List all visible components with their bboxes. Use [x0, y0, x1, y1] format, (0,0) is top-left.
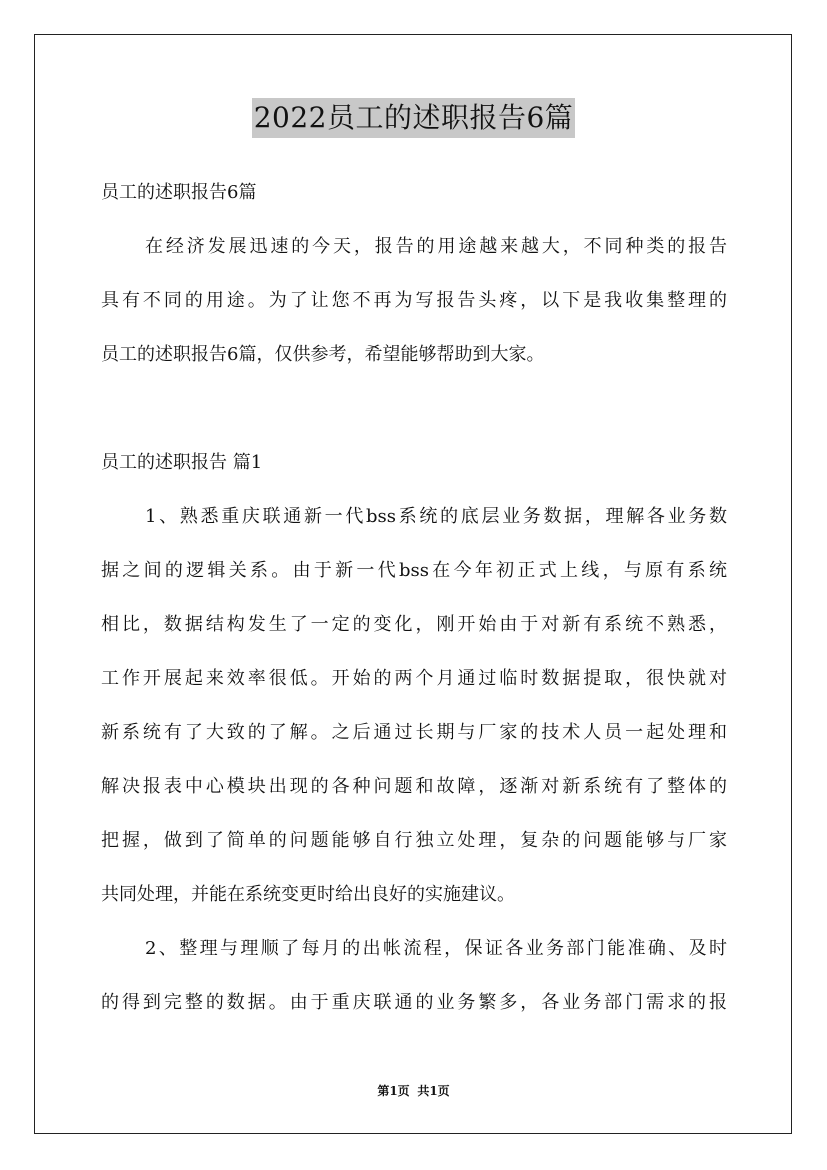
- intro-line-2: 具有不同的用途。为了让您不再为写报告头疼，以下是我收集整理的: [101, 290, 727, 311]
- para2-line-2: 的得到完整的数据。由于重庆联通的业务繁多，各业务部门需求的报: [101, 992, 727, 1013]
- page-footer: [0, 1083, 827, 1099]
- intro-line-1: 在经济发展迅速的今天，报告的用途越来越大，不同种类的报告: [145, 236, 727, 257]
- para1-line-3: 相比，数据结构发生了一定的变化，刚开始由于对新有系统不熟悉，: [101, 614, 727, 635]
- para1-line-8: 共同处理，并能在系统变更时给出良好的实施建议。: [101, 884, 515, 905]
- blank-line: [101, 389, 727, 443]
- document-subtitle: 员工的述职报告6篇: [101, 182, 257, 203]
- document-body: [101, 173, 727, 1037]
- page-number: 第1页: [377, 1084, 410, 1098]
- para1-line-5: 新系统有了大致的了解。之后通过长期与厂家的技术人员一起处理和: [101, 722, 727, 743]
- section-heading: 员工的述职报告 篇1: [101, 452, 263, 473]
- title-area: [0, 98, 827, 138]
- para1-line-6: 解决报表中心模块出现的各种问题和故障，逐渐对新系统有了整体的: [101, 776, 727, 797]
- para1-line-2: 据之间的逻辑关系。由于新一代bss在今年初正式上线，与原有系统: [101, 560, 727, 581]
- document-title: 2022员工的述职报告6篇: [252, 98, 576, 138]
- para1-line-7: 把握，做到了简单的问题能够自行独立处理，复杂的问题能够与厂家: [101, 830, 727, 851]
- intro-line-3: 员工的述职报告6篇，仅供参考，希望能够帮助到大家。: [101, 344, 545, 365]
- para2-line-1: 2、整理与理顺了每月的出帐流程，保证各业务部门能准确、及时: [145, 938, 727, 959]
- para1-line-4: 工作开展起来效率很低。开始的两个月通过临时数据提取，很快就对: [101, 668, 727, 689]
- para1-line-1: 1、熟悉重庆联通新一代bss系统的底层业务数据，理解各业务数: [145, 506, 727, 527]
- page-total: 共1页: [417, 1084, 450, 1098]
